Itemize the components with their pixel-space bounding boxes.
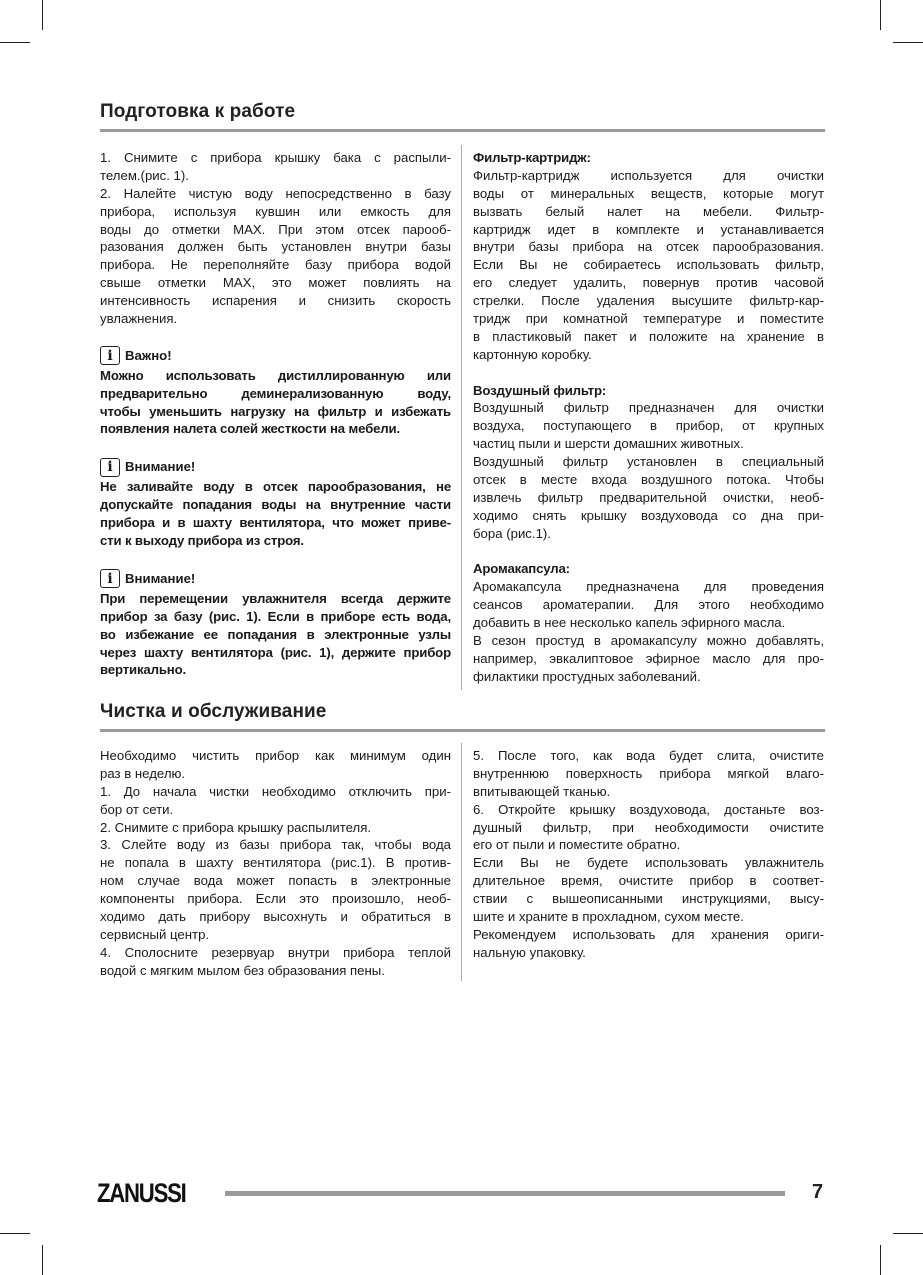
notice-heading (100, 346, 451, 366)
notice-block (100, 346, 451, 439)
paragraph-block (473, 149, 824, 364)
crop-mark (880, 0, 881, 30)
text-line: Рекомендуем использовать для хранения ориги- (473, 926, 824, 942)
text-line: ходимо снять крышку воздуховода со дна при- (473, 507, 824, 523)
text-line: 3. Слейте воду из базы прибора так, чтобы вода (100, 837, 451, 853)
notice-block (100, 569, 451, 679)
text-line: Воздушный фильтр установлен в специальный (473, 454, 824, 470)
text-line: Фильтр-картридж используется для очистки (473, 167, 824, 183)
info-icon: i (100, 346, 120, 365)
text-line: 2. Снимите с прибора крышку распылителя. (100, 819, 372, 835)
text-line: увлажнения. (100, 311, 178, 327)
text-line: свыше отметки MAX, это может повлиять на (100, 275, 451, 291)
text-line: прибора. Не переполняйте базу прибора водой (100, 257, 451, 273)
text-line: во избежание ее попадания в электронные узлы (100, 626, 451, 642)
paragraph-block (473, 747, 824, 962)
info-icon: i (100, 458, 120, 477)
text-line: появления налета солей жесткости на мебели. (100, 421, 400, 437)
text-line: прибора и в шахту вентилятора, что может приве- (100, 515, 451, 531)
section-title-preparation: Подготовка к работе (100, 101, 296, 122)
text-line: не попала в шахту вентилятора (рис.1). В против- (100, 855, 451, 871)
footer-rule (225, 1191, 785, 1196)
text-line: 2. Налейте чистую воду непосредственно в базу (100, 185, 451, 201)
text-line: Аромакапсула предназначена для проведения (473, 579, 824, 595)
column-divider (461, 743, 462, 981)
text-line: Можно использовать дистиллированную или (100, 367, 451, 383)
text-line: При перемещении увлажнителя всегда держите (100, 590, 451, 606)
notice-title: Внимание! (125, 459, 196, 475)
info-icon: i (100, 569, 120, 588)
zanussi-logo: ZANUSSI (97, 1178, 186, 1208)
crop-mark (42, 1245, 43, 1275)
text-line: водой с мягким мылом без образования пены. (100, 962, 385, 978)
text-line: сти к выходу прибора из строя. (100, 533, 304, 549)
notice-title: Важно! (125, 347, 172, 363)
crop-mark (0, 42, 30, 43)
subsection-heading: Воздушный фильтр: (473, 382, 607, 398)
notice-block (100, 457, 451, 550)
text-line: Если Вы не собираетесь использовать фильтр, (473, 257, 824, 273)
paragraph-block (100, 747, 451, 980)
text-line: ном случае вода может попасть в электронные (100, 873, 451, 889)
text-line: Не заливайте воду в отсек парообразования, не (100, 479, 451, 495)
section-preparation-left-column (100, 149, 451, 698)
text-line: душный фильтр, при необходимости очистите (473, 819, 824, 835)
text-line: сеансов ароматерапии. Для этого необходимо (473, 597, 824, 613)
text-line: его от пыли и поместите обратно. (473, 837, 681, 853)
text-line: интенсивность испарения и снизить скорость (100, 293, 451, 309)
text-line: через шахту вентилятора (рис. 1), держите прибор (100, 644, 451, 660)
text-line: внутреннюю поверхность прибора мягкой влаго- (473, 765, 824, 781)
text-line: шите и храните в прохладном, сухом месте. (473, 909, 744, 925)
text-line: вызвать белый налет на мебели. Фильтр- (473, 203, 824, 219)
text-line: внутри базы прибора на отсек парообразования. (473, 239, 824, 255)
section-rule (100, 729, 825, 732)
column-divider (461, 145, 462, 690)
text-line: допускайте попадания воды на внутренние части (100, 497, 451, 513)
text-line: вертикально. (100, 662, 187, 678)
text-line: воды до отметки MAX. При этом отсек пароoб- (100, 221, 451, 237)
crop-mark (42, 0, 43, 30)
text-line: картонную коробку. (473, 346, 592, 362)
text-line: Необходимо чистить прибор как минимум один (100, 748, 451, 763)
text-line: длительное время, очистите прибор в соответ- (473, 873, 824, 889)
text-line: частиц пыли и шерсти домашних животных. (473, 436, 744, 452)
section-cleaning-right-column (473, 747, 824, 980)
text-line: телем.(рис. 1). (100, 167, 189, 183)
text-line: его следует удалить, повернув против часовой (473, 275, 824, 291)
text-line: ходимо дать прибору высохнуть и обратиться в (100, 909, 451, 925)
section-title-cleaning: Чистка и обслуживание (100, 701, 327, 722)
text-line: прибор за базу (рис. 1). Если в приборе есть вода, (100, 608, 451, 624)
text-line: 5. После того, как вода будет слита, очистите (473, 748, 824, 763)
text-line: Воздушный фильтр предназначен для очистки (473, 400, 824, 416)
text-line: 6. Откройте крышку воздуховода, достаньте воз- (473, 801, 824, 817)
text-line: сервисный центр. (100, 926, 210, 942)
text-line: например, эвкалиптовое эфирное масло для про- (473, 650, 824, 666)
section-rule (100, 129, 825, 132)
text-line: нальную упаковку. (473, 944, 586, 960)
section-cleaning-left-column (100, 747, 451, 997)
crop-mark (893, 1233, 923, 1234)
text-line: филактики простудных заболеваний. (473, 668, 701, 684)
crop-mark (893, 42, 923, 43)
text-line: 1. До начала чистки необходимо отключить при- (100, 783, 451, 799)
notice-heading (100, 457, 451, 477)
paragraph-block (100, 149, 451, 328)
text-line: картридж идет в комплекте и устанавливается (473, 221, 824, 237)
text-line: стрелки. После удаления высушите фильтр-кар- (473, 293, 824, 309)
text-line: воды от минеральных веществ, которые могут (473, 185, 824, 201)
notice-title: Внимание! (125, 570, 196, 586)
text-line: воздуха, поступающего в прибор, от крупных (473, 418, 824, 434)
section-preparation-right-column (473, 149, 824, 704)
text-line: бора (рис.1). (473, 525, 551, 541)
subsection-heading: Фильтр-картридж: (473, 150, 591, 165)
text-line: в пластиковый пакет и положите на хранение в (473, 328, 824, 344)
text-line: чтобы уменьшить нагрузку на фильтр и избежать (100, 403, 451, 419)
crop-mark (880, 1245, 881, 1275)
paragraph-block (473, 382, 824, 543)
text-line: прибора, используя кувшин или емкость для (100, 203, 451, 219)
text-line: тридж при комнатной температуре и поместите (473, 311, 824, 327)
text-line: предварительно деминерализованную воду, (100, 385, 451, 401)
text-line: отсек в месте входа воздушного потока. Чтобы (473, 472, 824, 488)
text-line: компоненты прибора. Если это произошло, необ- (100, 891, 451, 907)
text-line: В сезон простуд в аромакапсулу можно добавлять, (473, 633, 824, 649)
crop-mark (0, 1233, 30, 1234)
text-line: Если Вы не будете использовать увлажнитель (473, 855, 824, 871)
text-line: ствии с вышеописанными инструкциями, высу- (473, 891, 824, 907)
text-line: разования должен быть установлен внутри базы (100, 239, 451, 255)
text-line: извлечь фильтр предварительной очистки, необ- (473, 489, 824, 505)
text-line: раз в неделю. (100, 765, 186, 781)
text-line: бор от сети. (100, 801, 174, 817)
text-line: впитывающей тканью. (473, 783, 611, 799)
text-line: 1. Снимите с прибора крышку бака с распыли- (100, 150, 451, 165)
subsection-heading: Аромакапсула: (473, 561, 570, 577)
text-line: добавить в нее несколько капель эфирного масла. (473, 615, 786, 631)
paragraph-block (473, 560, 824, 685)
notice-heading (100, 569, 451, 589)
text-line: 4. Сполосните резервуар внутри прибора теплой (100, 944, 451, 960)
page-number: 7 (812, 1181, 824, 1203)
